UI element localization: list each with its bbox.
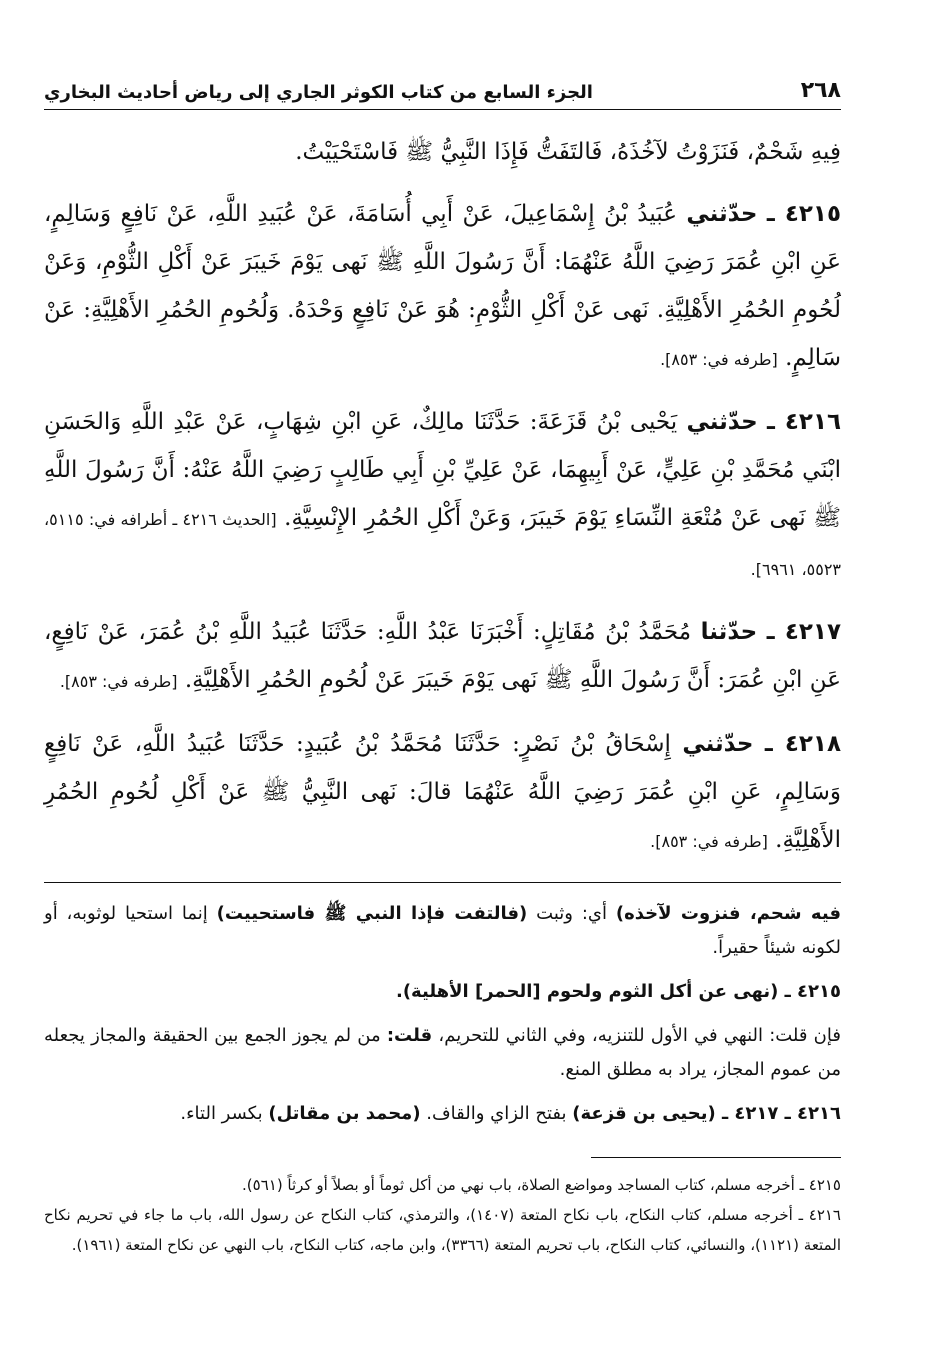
quoted-phrase: ٤٢١٦ ـ ٤٢١٧ ـ (يحيى بن قزعة): [572, 1103, 841, 1124]
running-title: الجزء السابع من كتاب الكوثر الجاري إلى رياض أحاديث البخاري: [44, 82, 593, 103]
commentary-paragraph: [44, 1097, 841, 1131]
quoted-phrase: قلت:: [386, 1025, 433, 1046]
hadith-number: ٤٢١٥ ـ: [766, 201, 841, 227]
hadith-body: إِسْحَاقُ بْنُ نَصْرٍ: حَدَّثَنَا مُحَمَّدُ بْنُ عُبَيدٍ: حَدَّثَنَا عُبَيدُ اللَّهِ، عَنْ نَافِعٍ وَسَالِمٍ، عَنِ ابْنِ عُمَرَ رَضِيَ اللَّهُ عَنْهُمَا قالَ: نَهى النَّبِيُّ ﷺ عَنْ أَكْلِ لُحُومِ الحُمُرِ الأَهْلِيَّةِ.: [44, 731, 841, 853]
commentary-text: إنما استحيا لوثوبه، أو لكونه شيئاً حقيراً.: [44, 903, 841, 958]
commentary-text: أي: وثبت: [527, 903, 616, 924]
narration-lead: حدّثني: [686, 201, 758, 227]
page-header: [44, 70, 841, 110]
quoted-phrase: (محمد بن مقاتل): [268, 1103, 421, 1124]
hadith-4216: [44, 398, 841, 594]
commentary-divider: [44, 882, 841, 883]
footnotes: [44, 1170, 841, 1260]
narration-lead: حدّثني: [686, 409, 758, 435]
narration-lead: حدّثني: [682, 731, 754, 757]
hadith-number: ٤٢١٨ ـ: [764, 731, 842, 757]
hadith-text: [44, 128, 841, 866]
commentary-paragraph: [44, 1019, 841, 1087]
commentary-text: بكسر التاء.: [180, 1103, 269, 1124]
commentary: [44, 897, 841, 1131]
commentary-text: فإن قلت: النهي في الأول للتنزيه، وفي الثاني للتحريم،: [432, 1025, 841, 1046]
footnote-divider: [591, 1157, 841, 1158]
hadith-body: يَحْيى بْنُ قَزَعَةَ: حَدَّثَنَا مالِكٌ، عَنِ ابْنِ شِهَابٍ، عَنْ عَبْدِ اللَّهِ وَالحَسَنِ ابْنَي مُحَمَّدِ بْنِ عَلِيٍّ، عَنْ أَبِيهِمَا، عَنْ عَلِيِّ بْنِ أَبِي طَالِبٍ رَضِيَ اللَّهُ عَنْهُ: أَنَّ رَسُولَ اللَّهِ ﷺ نَهى عَنْ مُتْعَةِ النِّسَاءِ يَوْمَ خَيبَرَ، وَعَنْ أَكْلِ الحُمُرِ الإِنْسِيَّةِ.: [44, 409, 841, 531]
hadith-4217: [44, 608, 841, 706]
book-page: [44, 70, 841, 1366]
commentary-text: بفتح الزاي والقاف.: [420, 1103, 573, 1124]
footnote-4215: ٤٢١٥ ـ أخرجه مسلم، كتاب المساجد ومواضع الصلاة، باب نهي من أكل ثوماً أو بصلاً أو كرثاً (٥٦١).: [242, 1176, 841, 1194]
hadith-reference: [طرفه في: ٨٥٣].: [59, 672, 178, 691]
hadith-reference: [طرفه في: ٨٥٣].: [650, 832, 768, 851]
footnote-4216: ٤٢١٦ ـ أخرجه مسلم، كتاب النكاح، باب نكاح المتعة (١٤٠٧)، والترمذي، كتاب النكاح عن رسول الله، باب ما جاء في تحريم نكاح المتعة (١١٢١)، والنسائي، كتاب النكاح، باب تحريم المتعة (٣٣٦٦)، وابن ماجه، كتاب النكاح، باب النهي عن نكاح المتعة (١٩٦١).: [44, 1206, 841, 1254]
narration-lead: حدّثنا: [700, 619, 758, 645]
hadith-number: ٤٢١٦ ـ: [767, 409, 842, 435]
quoted-phrase: (فالتفت فإذا النبي ﷺ فاستحييت): [216, 903, 528, 924]
hadith-body: مُحَمَّدُ بْنُ مُقَاتِلٍ: أَخْبَرَنَا عَبْدُ اللَّهِ: حَدَّثَنَا عُبَيدُ اللَّهِ بْنُ عُمَرَ، عَنْ نَافِعٍ، عَنِ ابْنِ عُمَرَ: أَنَّ رَسُولَ اللَّهِ ﷺ نَهى يَوْمَ خَيبَرَ عَنْ لُحُومِ الحُمُرِ الأَهْلِيَّةِ.: [44, 619, 841, 693]
hadith-reference: [طرفه في: ٨٥٣].: [660, 350, 778, 369]
commentary-paragraph: [44, 897, 841, 965]
hadith-4215: [44, 190, 841, 384]
continuation-text: فِيهِ شَحْمٌ، فَنَزَوْتُ لآخُذَهُ، فَالتَفَتُّ فَإِذَا النَّبِيُّ ﷺ فَاسْتَحْيَيْتُ.: [295, 139, 841, 165]
page-number: ٢٦٨: [800, 78, 841, 103]
commentary-heading: ٤٢١٥ ـ (نهى عن أكل الثوم ولحوم [الحمر] الأهلية).: [395, 981, 841, 1002]
quoted-phrase: فيه شحم، فنزوت لآخذه): [615, 903, 841, 924]
commentary-text: من لم يجوز الجمع بين الحقيقة والمجاز يجعله من عموم المجاز، يراد به مطلق المنع.: [44, 1025, 841, 1080]
hadith-4218: [44, 720, 841, 866]
hadith-body: عُبَيدُ بْنُ إِسْمَاعِيلَ، عَنْ أَبِي أُسَامَةَ، عَنْ عُبَيدِ اللَّهِ، عَنْ نَافِعٍ وَسَالِمٍ، عَنِ ابْنِ عُمَرَ رَضِيَ اللَّهُ عَنْهُمَا: أَنَّ رَسُولَ اللَّهِ ﷺ نَهى يَوْمَ خَيبَرَ عَنْ أَكْلِ الثُّوْمِ، وَعَنْ لُحُومِ الحُمُرِ الأَهْلِيَّةِ. نَهى عَنْ أَكْلِ الثُّوْمِ: هُوَ عَنْ نَافِعٍ وَحْدَهُ. وَلُحُومِ الحُمُرِ الأَهْلِيَّةِ: عَنْ سَالِمٍ.: [44, 201, 841, 371]
hadith-reference: [الحديث ٤٢١٦ ـ أطرافه في: ٥١١٥، ٥٥٢٣، ٦٩٦١].: [44, 510, 841, 579]
hadith-number: ٤٢١٧ ـ: [766, 619, 842, 645]
